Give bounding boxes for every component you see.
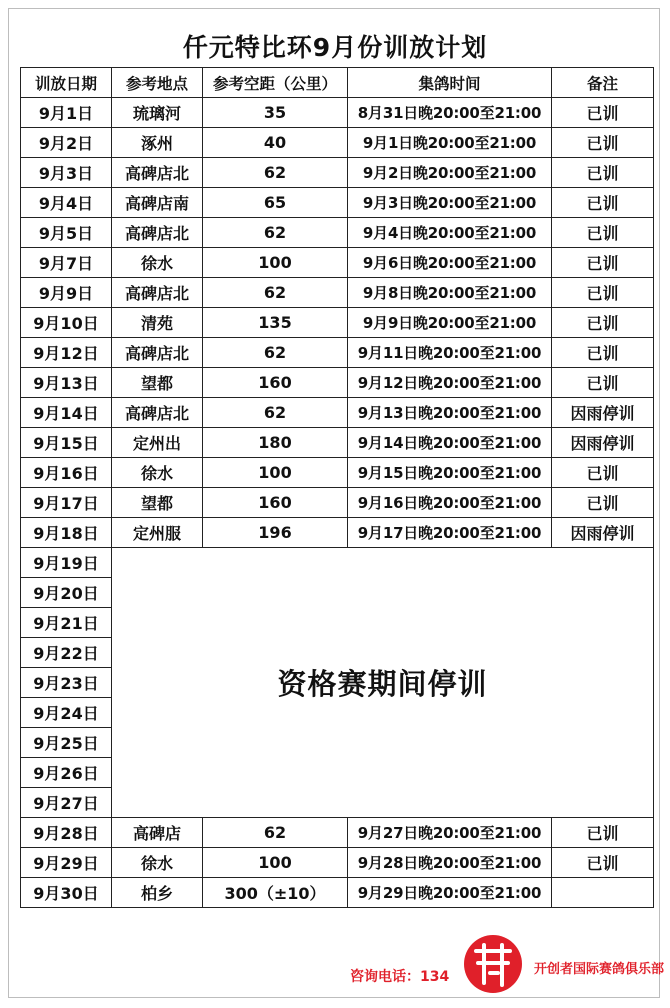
paused-notice: 资格赛期间停训 [112, 548, 654, 818]
header-note: 备注 [552, 68, 654, 98]
cell-place: 高碑店南 [112, 188, 203, 218]
table-row [21, 878, 654, 908]
cell-note: 已训 [552, 158, 654, 188]
header-row [21, 68, 654, 98]
cell-gather-time: 9月8日晚20:00至21:00 [348, 278, 552, 308]
table-row [21, 338, 654, 368]
cell-date: 9月30日 [21, 878, 112, 908]
cell-gather-time: 9月6日晚20:00至21:00 [348, 248, 552, 278]
cell-gather-time: 9月11日晚20:00至21:00 [348, 338, 552, 368]
cell-place: 高碑店北 [112, 158, 203, 188]
cell-gather-time: 9月1日晚20:00至21:00 [348, 128, 552, 158]
cell-place: 高碑店北 [112, 218, 203, 248]
cell-date: 9月22日 [21, 638, 112, 668]
table-row [21, 818, 654, 848]
table-row [21, 368, 654, 398]
cell-note: 已训 [552, 128, 654, 158]
cell-gather-time: 9月4日晚20:00至21:00 [348, 218, 552, 248]
cell-gather-time: 9月27日晚20:00至21:00 [348, 818, 552, 848]
cell-place: 望都 [112, 488, 203, 518]
table-row [21, 308, 654, 338]
cell-date: 9月10日 [21, 308, 112, 338]
cell-place: 徐水 [112, 848, 203, 878]
cell-distance: 62 [203, 218, 348, 248]
cell-date: 9月7日 [21, 248, 112, 278]
cell-date: 9月15日 [21, 428, 112, 458]
cell-distance: 62 [203, 158, 348, 188]
cell-place: 清苑 [112, 308, 203, 338]
table-row [21, 488, 654, 518]
cell-distance: 100 [203, 848, 348, 878]
table-row [21, 548, 654, 578]
cell-date: 9月13日 [21, 368, 112, 398]
cell-date: 9月16日 [21, 458, 112, 488]
cell-note: 因雨停训 [552, 398, 654, 428]
cell-date: 9月17日 [21, 488, 112, 518]
cell-place: 琉璃河 [112, 98, 203, 128]
cell-place: 高碑店北 [112, 398, 203, 428]
cell-distance: 180 [203, 428, 348, 458]
cell-distance: 62 [203, 278, 348, 308]
cell-gather-time: 9月15日晚20:00至21:00 [348, 458, 552, 488]
table-row [21, 428, 654, 458]
schedule-body [21, 98, 654, 908]
cell-gather-time: 9月2日晚20:00至21:00 [348, 158, 552, 188]
cell-distance: 62 [203, 338, 348, 368]
cell-note: 已训 [552, 458, 654, 488]
cell-date: 9月2日 [21, 128, 112, 158]
cell-place: 涿州 [112, 128, 203, 158]
cell-note: 已训 [552, 338, 654, 368]
cell-distance: 160 [203, 368, 348, 398]
cell-gather-time: 9月3日晚20:00至21:00 [348, 188, 552, 218]
cell-gather-time: 9月17日晚20:00至21:00 [348, 518, 552, 548]
header-date: 训放日期 [21, 68, 112, 98]
cell-gather-time: 9月14日晚20:00至21:00 [348, 428, 552, 458]
cell-date: 9月4日 [21, 188, 112, 218]
cell-note: 已训 [552, 368, 654, 398]
cell-distance: 62 [203, 818, 348, 848]
cell-note: 已训 [552, 818, 654, 848]
cell-date: 9月24日 [21, 698, 112, 728]
cell-distance: 135 [203, 308, 348, 338]
table-row [21, 188, 654, 218]
page-title: 仟元特比环9月份训放计划 [182, 33, 488, 62]
header-place: 参考地点 [112, 68, 203, 98]
club-name: 开创者国际赛鸽俱乐部 [534, 962, 665, 977]
cell-date: 9月25日 [21, 728, 112, 758]
table-row [21, 158, 654, 188]
cell-date: 9月9日 [21, 278, 112, 308]
cell-place: 高碑店 [112, 818, 203, 848]
cell-distance: 65 [203, 188, 348, 218]
cell-place: 徐水 [112, 458, 203, 488]
cell-gather-time: 9月29日晚20:00至21:00 [348, 878, 552, 908]
table-row [21, 848, 654, 878]
cell-place: 望都 [112, 368, 203, 398]
cell-note: 因雨停训 [552, 518, 654, 548]
table-row [21, 248, 654, 278]
table-row [21, 458, 654, 488]
cell-note: 已训 [552, 218, 654, 248]
table-row [21, 278, 654, 308]
cell-place: 柏乡 [112, 878, 203, 908]
cell-distance: 196 [203, 518, 348, 548]
cell-note: 已训 [552, 188, 654, 218]
header-distance: 参考空距（公里） [203, 68, 348, 98]
cell-place: 高碑店北 [112, 338, 203, 368]
cell-date: 9月21日 [21, 608, 112, 638]
cell-date: 9月1日 [21, 98, 112, 128]
cell-date: 9月20日 [21, 578, 112, 608]
contact-label: 咨询电话： [350, 969, 420, 985]
cell-place: 定州服 [112, 518, 203, 548]
cell-gather-time: 8月31日晚20:00至21:00 [348, 98, 552, 128]
phone-start: 134 [420, 969, 450, 985]
cell-note: 已训 [552, 308, 654, 338]
club-logo-icon [462, 933, 524, 995]
cell-distance: 100 [203, 458, 348, 488]
cell-note: 已训 [552, 848, 654, 878]
cell-gather-time: 9月12日晚20:00至21:00 [348, 368, 552, 398]
cell-distance: 40 [203, 128, 348, 158]
cell-place: 定州出 [112, 428, 203, 458]
cell-date: 9月18日 [21, 518, 112, 548]
cell-date: 9月12日 [21, 338, 112, 368]
cell-date: 9月5日 [21, 218, 112, 248]
cell-distance: 300（±10） [203, 878, 348, 908]
cell-date: 9月3日 [21, 158, 112, 188]
cell-note: 已训 [552, 488, 654, 518]
cell-date: 9月23日 [21, 668, 112, 698]
cell-date: 9月19日 [21, 548, 112, 578]
cell-date: 9月29日 [21, 848, 112, 878]
cell-distance: 35 [203, 98, 348, 128]
cell-distance: 100 [203, 248, 348, 278]
header-gather-time: 集鸽时间 [348, 68, 552, 98]
schedule-table [20, 67, 654, 908]
cell-distance: 160 [203, 488, 348, 518]
cell-date: 9月14日 [21, 398, 112, 428]
cell-note: 已训 [552, 248, 654, 278]
cell-date: 9月28日 [21, 818, 112, 848]
cell-note [552, 878, 654, 908]
cell-gather-time: 9月13日晚20:00至21:00 [348, 398, 552, 428]
cell-place: 徐水 [112, 248, 203, 278]
table-row [21, 218, 654, 248]
cell-note: 因雨停训 [552, 428, 654, 458]
table-row [21, 518, 654, 548]
cell-gather-time: 9月28日晚20:00至21:00 [348, 848, 552, 878]
cell-gather-time: 9月16日晚20:00至21:00 [348, 488, 552, 518]
cell-date: 9月26日 [21, 758, 112, 788]
cell-date: 9月27日 [21, 788, 112, 818]
table-row [21, 98, 654, 128]
cell-distance: 62 [203, 398, 348, 428]
cell-note: 已训 [552, 278, 654, 308]
cell-place: 高碑店北 [112, 278, 203, 308]
cell-gather-time: 9月9日晚20:00至21:00 [348, 308, 552, 338]
table-row [21, 398, 654, 428]
cell-note: 已训 [552, 98, 654, 128]
table-row [21, 128, 654, 158]
